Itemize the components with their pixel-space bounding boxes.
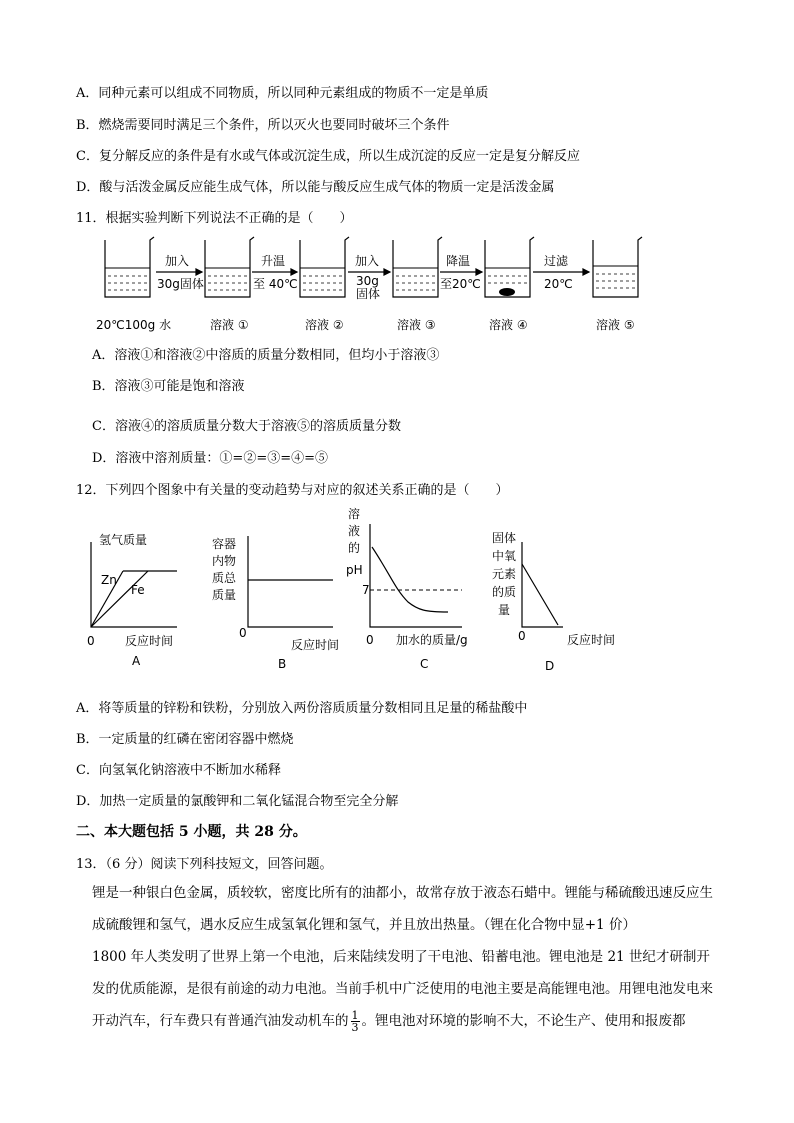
- step4-top: 降温: [446, 254, 471, 268]
- q12-option-a: A．将等质量的锌粉和铁粉，分别放入两份溶质质量分数相同且足量的稀盐酸中: [76, 701, 528, 716]
- graphA-series-zn: Zn: [101, 573, 117, 587]
- section-heading: 二、本大题包括 5 小题，共 28 分。: [76, 824, 307, 840]
- graphC-origin: 0: [366, 633, 374, 647]
- graphA-origin: 0: [87, 634, 95, 648]
- graphA-ylabel: 氢气质量: [99, 533, 148, 547]
- graphB-caption: B: [278, 657, 287, 671]
- step3-top: 加入: [355, 254, 380, 268]
- graphD-ylabel-4: 量: [498, 603, 511, 617]
- graphD-ylabel-1: 中氧: [492, 549, 517, 563]
- q13-paragraph-2b: 。锂电池对环境的影响不大，不论生产、使用和报废都: [361, 1013, 686, 1029]
- graphD-ylabel-3: 的质: [492, 585, 517, 599]
- q13-paragraph-1: 锂是一种银白色金属，质较软，密度比所有的油都小，故常存放于液态石蜡中。锂能与稀硫酸迅速反应生成硫酸锂和氢气，遇水反应生成氢氧化锂和氢气，并且放出热量。（锂在化合物中显+1 价）: [92, 885, 713, 933]
- beaker-label-2: 溶液 ②: [305, 318, 344, 332]
- graphB-origin: 0: [239, 626, 247, 640]
- q11-option-a: A．溶液①和溶液②中溶质的质量分数相同，但均小于溶液③: [92, 348, 440, 363]
- q11-option-c: C．溶液④的溶质质量分数大于溶液⑤的溶质质量分数: [92, 419, 401, 434]
- graphC-caption: C: [420, 657, 429, 671]
- fraction-denominator: 3: [351, 1021, 359, 1034]
- step5-top: 过滤: [544, 254, 569, 268]
- graphB-ylabel-0: 容器: [212, 537, 237, 551]
- beaker-icon: [105, 237, 154, 297]
- graphA-xlabel: 反应时间: [125, 634, 174, 648]
- q13-paragraph-2: [92, 941, 722, 1037]
- step4-bottom: 至20℃: [440, 277, 481, 291]
- q13-stem: 13．（6 分）阅读下列科技短文，回答问题。: [76, 857, 333, 872]
- q12-option-b: B．一定质量的红磷在密闭容器中燃烧: [76, 732, 294, 747]
- beaker-icon: [485, 237, 534, 297]
- graphD-xlabel: 反应时间: [567, 633, 616, 647]
- q11-option-b: B．溶液③可能是饱和溶液: [92, 379, 245, 394]
- graphC-xlabel: 加水的质量/g: [396, 633, 468, 647]
- step3-bottom2: 固体: [356, 287, 381, 301]
- step2-top: 升温: [261, 254, 286, 268]
- beaker-label-4: 溶液 ④: [489, 318, 528, 332]
- graphD-origin: 0: [518, 629, 526, 643]
- graphB-ylabel-2: 质总: [212, 571, 237, 585]
- q11-option-d: D．溶液中溶剂质量：①=②=③=④=⑤: [92, 451, 328, 466]
- graphC-ylabel-2: 的: [348, 541, 361, 555]
- graphA-series-fe: Fe: [131, 583, 145, 597]
- q12-option-d: D．加热一定质量的氯酸钾和二氧化锰混合物至完全分解: [76, 794, 399, 809]
- graphB-ylabel-1: 内物: [212, 554, 237, 568]
- step1-bottom: 30g固体: [157, 277, 204, 291]
- graphD-ylabel-0: 固体: [492, 531, 517, 545]
- step2-bottom: 至 40℃: [253, 277, 298, 291]
- q10-option-b: B．燃烧需要同时满足三个条件，所以灭火也要同时破坏三个条件: [76, 118, 450, 133]
- beaker-icon: [205, 237, 254, 297]
- precipitate-icon: [499, 288, 515, 296]
- fraction-numerator: 1: [351, 1009, 359, 1022]
- step1-top: 加入: [165, 254, 190, 268]
- q12-stem: 12．下列四个图象中有关量的变动趋势与对应的叙述关系正确的是（ ）: [76, 483, 509, 498]
- fraction-one-third: [351, 1010, 360, 1033]
- graphB-ylabel-3: 质量: [212, 588, 237, 602]
- q10-option-c: C．复分解反应的条件是有水或气体或沉淀生成，所以生成沉淀的反应一定是复分解反应: [76, 149, 580, 164]
- q10-option-d: D．酸与活泼金属反应能生成气体，所以能与酸反应生成气体的物质一定是活泼金属: [76, 180, 555, 195]
- q12-graphs: [0, 504, 794, 674]
- graphD-caption: D: [545, 659, 555, 673]
- beaker-icon: [300, 237, 349, 297]
- q11-stem: 11．根据实验判断下列说法不正确的是（ ）: [76, 211, 353, 226]
- graphD-ylabel-2: 元素: [492, 567, 517, 581]
- q10-option-a: A．同种元素可以组成不同物质，所以同种元素组成的物质不一定是单质: [76, 86, 489, 101]
- beaker-icon: [393, 237, 442, 297]
- graphB-xlabel: 反应时间: [291, 638, 340, 652]
- beaker-label-5: 溶液 ⑤: [596, 318, 635, 332]
- graphC-ylabel-1: 液: [348, 524, 361, 538]
- q13-paragraph-2a: 1800 年人类发明了世界上第一个电池，后来陆续发明了干电池、铅蓄电池。锂电池是 21 世纪才研制开发的优质能源，是很有前途的动力电池。当前手机中广泛使用的电池主要是高能锂电池。用锂电池发电来开动汽车，行车费只有普通汽油发动机车的: [92, 949, 713, 1029]
- graphC-ylabel-0: 溶: [348, 507, 361, 521]
- graphC-tick-7: 7: [362, 583, 370, 597]
- step3-bottom1: 30g: [356, 274, 379, 288]
- beaker-label-1: 溶液 ①: [210, 318, 249, 332]
- graphA-caption: A: [132, 654, 141, 668]
- step5-bottom: 20℃: [544, 277, 573, 291]
- graphC-ylabel-3: pH: [346, 563, 363, 577]
- beaker-label-0: 20℃100g 水: [96, 318, 172, 332]
- beaker-label-3: 溶液 ③: [397, 318, 436, 332]
- q11-experiment-diagram: [0, 232, 794, 342]
- q12-option-c: C．向氢氧化钠溶液中不断加水稀释: [76, 763, 281, 778]
